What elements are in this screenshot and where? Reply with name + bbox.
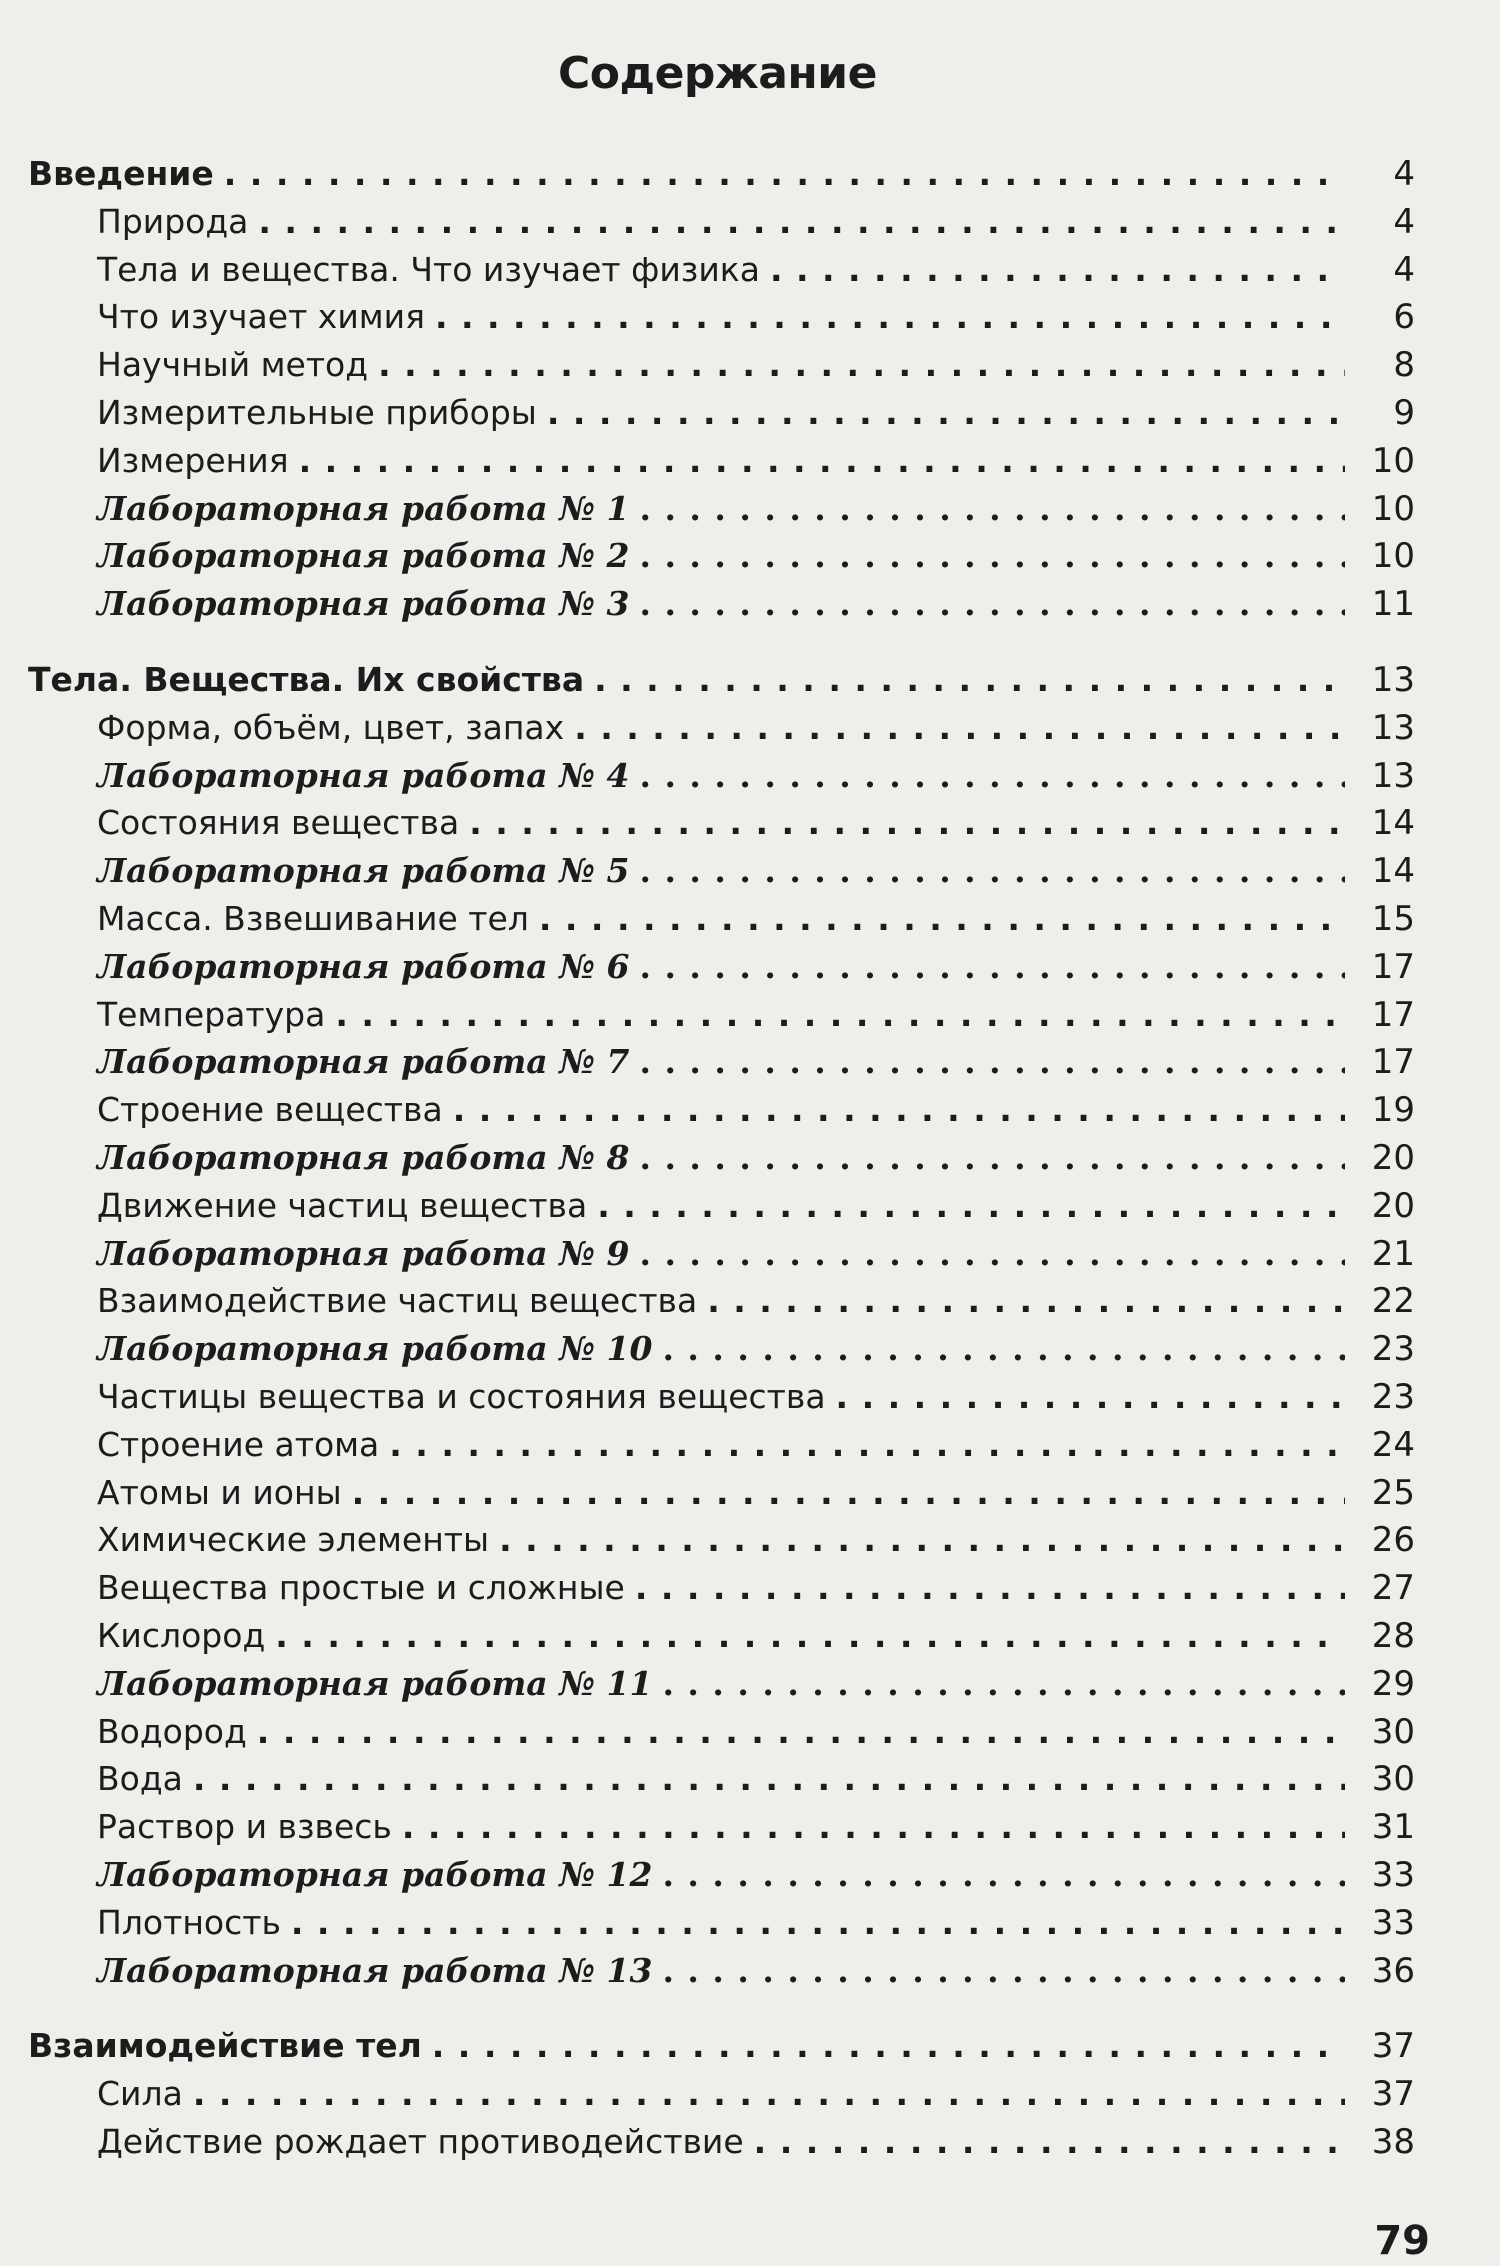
- toc-entry: [97, 1373, 1415, 1421]
- toc-section-heading: [28, 656, 1415, 704]
- toc-entry-page: 30: [1371, 1759, 1415, 1800]
- toc-entry-page: 10: [1371, 536, 1415, 577]
- toc-entry-label: Строение вещества: [97, 1090, 443, 1130]
- leader-dots: [770, 246, 1345, 294]
- toc-entry: [97, 246, 1415, 294]
- toc-lab-entry: [97, 847, 1415, 895]
- toc-entry-page: 14: [1371, 803, 1415, 844]
- toc-entry-label: Атомы и ионы: [97, 1472, 342, 1512]
- toc-entry: [97, 1755, 1415, 1803]
- leader-dots: [635, 1564, 1345, 1612]
- leader-dots: [299, 437, 1345, 485]
- toc-entry-page: 13: [1371, 660, 1415, 700]
- toc-lab-entry: [97, 1660, 1415, 1708]
- toc-entry-page: 9: [1393, 393, 1415, 433]
- toc-entry-page: 38: [1371, 2122, 1415, 2162]
- toc-entry-label: Измерительные приборы: [97, 393, 537, 432]
- toc-entry: [97, 1899, 1415, 1947]
- leader-dots: [291, 1899, 1345, 1947]
- leader-dots: [547, 389, 1345, 437]
- toc-entry-label: Сила: [97, 2074, 183, 2114]
- toc-lab-entry: [97, 1134, 1415, 1182]
- leader-dots: [574, 704, 1345, 752]
- toc-entry: [97, 704, 1415, 752]
- toc-entry-label: Вещества простые и сложные: [97, 1568, 625, 1608]
- leader-dots: [662, 1947, 1345, 1995]
- toc-entry: [97, 895, 1415, 943]
- leader-dots: [432, 2022, 1345, 2070]
- toc-lab-entry: [97, 752, 1415, 800]
- toc-entry-page: 37: [1371, 2026, 1415, 2067]
- toc-entry: [97, 437, 1415, 485]
- toc-entry: [97, 1469, 1415, 1517]
- toc-lab-entry: [97, 1038, 1415, 1086]
- toc-entry-label: Форма, объём, цвет, запах: [97, 707, 565, 747]
- toc-entry-page: 20: [1371, 1185, 1415, 1226]
- toc-entry-page: 33: [1371, 1902, 1415, 1943]
- page-title: Содержание: [558, 48, 877, 99]
- leader-dots: [662, 1325, 1345, 1373]
- toc-entry-page: 15: [1371, 899, 1415, 939]
- toc-entry-page: 4: [1393, 201, 1415, 242]
- toc-entry-label: Плотность: [97, 1902, 281, 1942]
- toc-entry-label: Лабораторная работа № 3: [97, 584, 630, 624]
- leader-dots: [639, 847, 1345, 895]
- toc-lab-entry: [97, 532, 1415, 580]
- toc-entry-page: 19: [1371, 1090, 1415, 1131]
- toc-entry-page: 26: [1371, 1520, 1415, 1561]
- leader-dots: [402, 1803, 1345, 1851]
- toc-section-heading: [28, 150, 1415, 198]
- toc-entry-label: Взаимодействие частиц вещества: [97, 1281, 698, 1321]
- leader-dots: [639, 580, 1345, 628]
- toc-entry: [97, 1612, 1415, 1660]
- toc-entry: [97, 2118, 1415, 2166]
- toc-entry: [97, 1803, 1415, 1851]
- toc-entry: [97, 991, 1415, 1039]
- leader-dots: [639, 485, 1345, 533]
- toc-entry-page: 17: [1371, 1042, 1415, 1083]
- toc-entry-label: Лабораторная работа № 9: [97, 1233, 630, 1273]
- toc-entry-page: 8: [1393, 345, 1415, 386]
- leader-dots: [707, 1277, 1345, 1325]
- leader-dots: [258, 198, 1345, 246]
- toc-entry-label: Лабораторная работа № 11: [97, 1663, 653, 1703]
- leader-dots: [754, 2118, 1345, 2166]
- leader-dots: [662, 1851, 1345, 1899]
- leader-dots: [639, 752, 1345, 800]
- leader-dots: [257, 1708, 1345, 1756]
- toc-entry-label: Частицы вещества и состояния вещества: [97, 1377, 826, 1416]
- toc-section-heading: [28, 2022, 1415, 2070]
- toc-entry-page: 20: [1371, 1138, 1415, 1178]
- toc-entry-page: 30: [1371, 1711, 1415, 1752]
- toc-entry-page: 31: [1371, 1807, 1415, 1848]
- toc-entry-page: 10: [1371, 440, 1415, 481]
- toc-entry: [97, 1182, 1415, 1230]
- toc-entry-page: 4: [1393, 249, 1415, 290]
- toc-lab-entry: [97, 485, 1415, 533]
- toc-entry-page: 22: [1371, 1281, 1415, 1322]
- leader-dots: [469, 799, 1345, 847]
- toc-entry-page: 13: [1371, 707, 1415, 748]
- toc-entry-label: Состояния вещества: [97, 803, 460, 843]
- toc-entry-label: Введение: [28, 154, 214, 193]
- leader-dots: [335, 991, 1345, 1039]
- toc-entry-page: 23: [1371, 1329, 1415, 1370]
- toc-entry: [97, 341, 1415, 389]
- toc-entry: [97, 1421, 1415, 1469]
- toc-entry-label: Действие рождает противодействие: [97, 2122, 744, 2161]
- toc-entry: [97, 1277, 1415, 1325]
- toc-entry-label: Химические элементы: [97, 1520, 490, 1560]
- toc-entry-page: 24: [1371, 1424, 1415, 1465]
- toc-lab-entry: [97, 1230, 1415, 1278]
- toc-entry-label: Строение атома: [97, 1424, 380, 1464]
- toc-entry-page: 28: [1371, 1616, 1415, 1656]
- toc-entry-label: Водород: [97, 1711, 247, 1751]
- toc-entry-page: 17: [1371, 994, 1415, 1035]
- toc-entry-label: Лабораторная работа № 2: [97, 536, 630, 576]
- toc-entry: [97, 1516, 1415, 1564]
- toc-entry-label: Лабораторная работа № 5: [97, 851, 630, 891]
- leader-dots: [435, 293, 1345, 341]
- toc-entry-label: Научный метод: [97, 345, 369, 385]
- toc-entry: [97, 2070, 1415, 2118]
- toc-lab-entry: [97, 580, 1415, 628]
- toc-entry: [97, 1564, 1415, 1612]
- toc-entry-page: 10: [1371, 488, 1415, 529]
- toc-entry: [97, 389, 1415, 437]
- leader-dots: [389, 1421, 1345, 1469]
- toc-entry-label: Лабораторная работа № 6: [97, 946, 630, 986]
- toc-entry-page: 11: [1371, 584, 1415, 625]
- toc-entry-page: 4: [1393, 154, 1415, 194]
- toc-entry-page: 27: [1371, 1568, 1415, 1609]
- toc-entry-page: 37: [1371, 2074, 1415, 2115]
- toc-entry: [97, 1708, 1415, 1756]
- leader-dots: [639, 532, 1345, 580]
- toc-entry: [97, 198, 1415, 246]
- toc-entry-label: Что изучает химия: [97, 297, 425, 337]
- toc-entry-label: Раствор и взвесь: [97, 1807, 392, 1847]
- toc-entry-page: 25: [1371, 1472, 1415, 1513]
- toc-entry: [97, 799, 1415, 847]
- leader-dots: [836, 1373, 1345, 1421]
- leader-dots: [499, 1516, 1345, 1564]
- toc-entry-page: 23: [1371, 1377, 1415, 1417]
- toc-entry-page: 17: [1371, 946, 1415, 987]
- toc-entry: [97, 293, 1415, 341]
- toc-lab-entry: [97, 1851, 1415, 1899]
- leader-dots: [378, 341, 1345, 389]
- leader-dots: [193, 2070, 1345, 2118]
- toc-entry-label: Лабораторная работа № 13: [97, 1950, 653, 1990]
- toc-entry-label: Вода: [97, 1759, 183, 1799]
- toc-entry-label: Лабораторная работа № 1: [97, 488, 630, 528]
- toc-entry-page: 36: [1371, 1950, 1415, 1991]
- leader-dots: [539, 895, 1345, 943]
- toc-entry-page: 29: [1371, 1663, 1415, 1704]
- toc-entry-label: Природа: [97, 201, 249, 241]
- toc-entry-label: Кислород: [97, 1616, 266, 1655]
- toc-lab-entry: [97, 943, 1415, 991]
- toc-entry-label: Лабораторная работа № 7: [97, 1042, 630, 1082]
- leader-dots: [597, 1182, 1345, 1230]
- toc-entry-label: Тела. Вещества. Их свойства: [28, 660, 585, 699]
- toc-entry-label: Тела и вещества. Что изучает физика: [97, 249, 760, 289]
- leader-dots: [275, 1612, 1345, 1660]
- leader-dots: [594, 656, 1345, 704]
- leader-dots: [193, 1755, 1345, 1803]
- toc-lab-entry: [97, 1325, 1415, 1373]
- leader-dots: [639, 1134, 1345, 1182]
- toc-entry-label: Температура: [97, 994, 326, 1034]
- toc-entry: [97, 1086, 1415, 1134]
- toc-entry-label: Измерения: [97, 440, 289, 480]
- toc-entry-page: 21: [1371, 1233, 1415, 1274]
- toc-entry-label: Взаимодействие тел: [28, 2026, 422, 2066]
- toc-entry-label: Лабораторная работа № 4: [97, 755, 630, 795]
- leader-dots: [662, 1660, 1345, 1708]
- leader-dots: [352, 1469, 1345, 1517]
- toc-entry-label: Масса. Взвешивание тел: [97, 899, 529, 938]
- page-number: 79: [1374, 2218, 1430, 2264]
- toc-entry-label: Лабораторная работа № 10: [97, 1329, 653, 1369]
- toc-entry-page: 33: [1371, 1855, 1415, 1895]
- leader-dots: [639, 943, 1345, 991]
- toc-entry-label: Движение частиц вещества: [97, 1185, 588, 1225]
- leader-dots: [639, 1038, 1345, 1086]
- toc-entry-label: Лабораторная работа № 8: [97, 1138, 630, 1177]
- leader-dots: [453, 1086, 1345, 1134]
- toc-entry-label: Лабораторная работа № 12: [97, 1855, 653, 1894]
- leader-dots: [639, 1230, 1345, 1278]
- toc-lab-entry: [97, 1947, 1415, 1995]
- leader-dots: [224, 150, 1345, 198]
- toc-entry-page: 13: [1371, 755, 1415, 796]
- toc-entry-page: 14: [1371, 851, 1415, 892]
- toc-entry-page: 6: [1393, 297, 1415, 338]
